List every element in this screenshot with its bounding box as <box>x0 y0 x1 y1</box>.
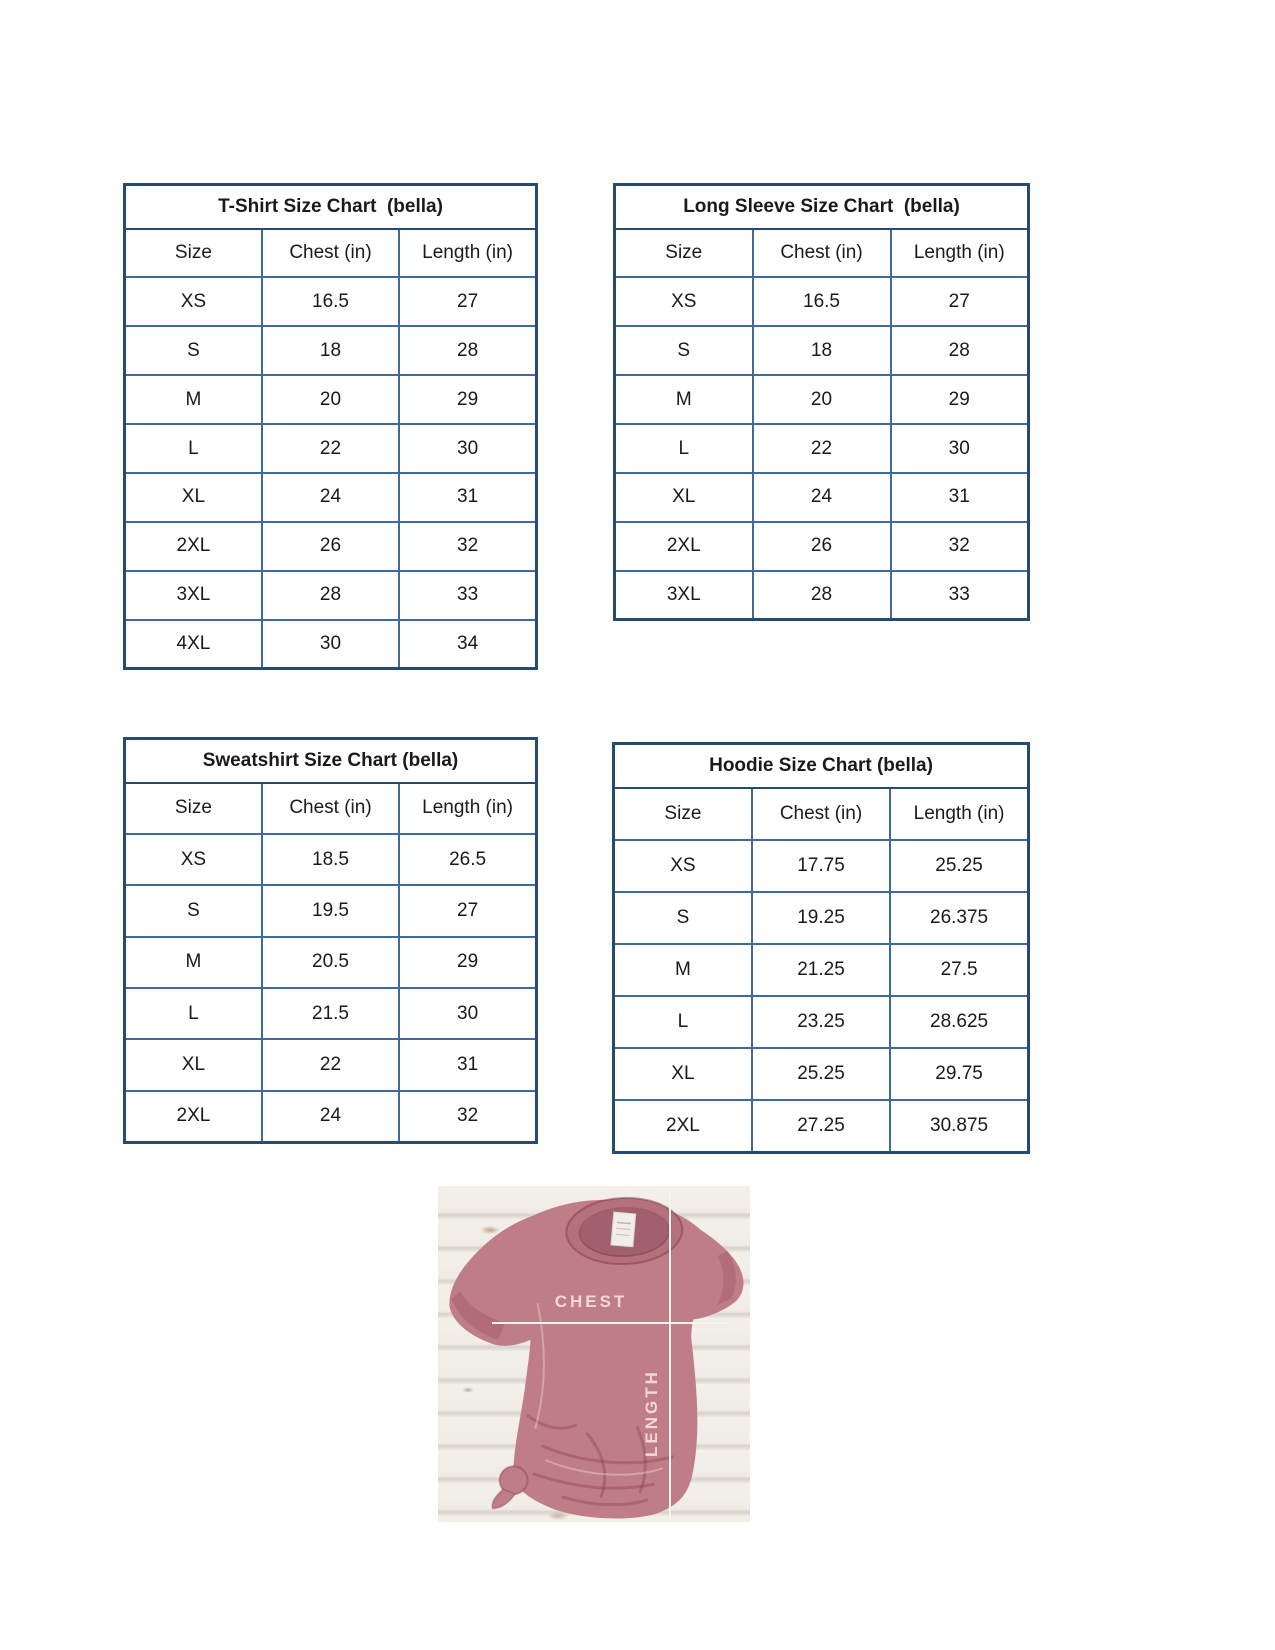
sweatshirt-size-row-xs <box>125 834 537 885</box>
hoodie-length-cell: 29.75 <box>890 1048 1028 1100</box>
sweatshirt-size-cell: XL <box>125 1039 262 1090</box>
long-sleeve-length-cell: 33 <box>891 571 1029 620</box>
sweatshirt-chest-cell: 24 <box>262 1091 399 1142</box>
hoodie-size-cell: XS <box>614 840 752 892</box>
long-sleeve-size-cell: XL <box>615 473 753 522</box>
long-sleeve-size-row-m <box>615 375 1029 424</box>
hoodie-size-cell: L <box>614 996 752 1048</box>
tshirt-size-cell: 4XL <box>125 620 262 669</box>
sweatshirt-table-title: Sweatshirt Size Chart (bella) <box>125 739 537 783</box>
tshirt-column-header: Size <box>125 229 262 278</box>
long-sleeve-column-header: Chest (in) <box>753 229 891 278</box>
long-sleeve-table-title: Long Sleeve Size Chart (bella) <box>615 185 1029 229</box>
tshirt-size-cell: L <box>125 424 262 473</box>
hoodie-length-cell: 27.5 <box>890 944 1028 996</box>
product-photo <box>438 1186 750 1522</box>
sweatshirt-size-row-l <box>125 988 537 1039</box>
long-sleeve-chest-cell: 20 <box>753 375 891 424</box>
chest-label: CHEST <box>554 1292 628 1311</box>
hoodie-size-row-s <box>614 892 1029 944</box>
hoodie-chest-cell: 21.25 <box>752 944 890 996</box>
sweatshirt-size-row-m <box>125 937 537 988</box>
tshirt-column-header: Length (in) <box>399 229 536 278</box>
tshirt-length-cell: 28 <box>399 326 536 375</box>
long-sleeve-length-cell: 28 <box>891 326 1029 375</box>
hoodie-length-cell: 28.625 <box>890 996 1028 1048</box>
tshirt-title-row <box>125 185 537 229</box>
tshirt-size-row-xs <box>125 277 537 326</box>
sweatshirt-size-cell: L <box>125 988 262 1039</box>
tshirt-chest-cell: 22 <box>262 424 399 473</box>
neck-tag <box>611 1212 636 1247</box>
sweatshirt-length-cell: 30 <box>399 988 536 1039</box>
tshirt-chest-cell: 26 <box>262 522 399 571</box>
hoodie-table-title: Hoodie Size Chart (bella) <box>614 744 1029 788</box>
sweatshirt-chest-cell: 18.5 <box>262 834 399 885</box>
tshirt-header-row <box>125 229 537 278</box>
sweatshirt-size-row-s <box>125 885 537 936</box>
tshirt-chest-cell: 30 <box>262 620 399 669</box>
sweatshirt-size-cell: M <box>125 937 262 988</box>
long-sleeve-size-cell: 2XL <box>615 522 753 571</box>
long-sleeve-size-row-3xl <box>615 571 1029 620</box>
tshirt-length-cell: 30 <box>399 424 536 473</box>
tshirt-size-row-3xl <box>125 571 537 620</box>
tshirt-table-title: T-Shirt Size Chart (bella) <box>125 185 537 229</box>
tshirt-graphic <box>438 1186 750 1522</box>
hoodie-size-row-m <box>614 944 1029 996</box>
length-measure-line <box>669 1192 671 1518</box>
long-sleeve-chest-cell: 28 <box>753 571 891 620</box>
sweatshirt-chest-cell: 20.5 <box>262 937 399 988</box>
tshirt-length-cell: 27 <box>399 277 536 326</box>
long-sleeve-size-cell: L <box>615 424 753 473</box>
sweatshirt-chest-cell: 22 <box>262 1039 399 1090</box>
hoodie-chest-cell: 19.25 <box>752 892 890 944</box>
tshirt-size-row-s <box>125 326 537 375</box>
hoodie-chest-cell: 17.75 <box>752 840 890 892</box>
sweatshirt-title-row <box>125 739 537 783</box>
tshirt-column-header: Chest (in) <box>262 229 399 278</box>
hoodie-size-cell: M <box>614 944 752 996</box>
length-label: LENGTH <box>642 1369 661 1457</box>
long-sleeve-size-cell: M <box>615 375 753 424</box>
tshirt-chest-cell: 28 <box>262 571 399 620</box>
hoodie-size-row-xs <box>614 840 1029 892</box>
sweatshirt-size-cell: S <box>125 885 262 936</box>
sweatshirt-size-row-xl <box>125 1039 537 1090</box>
long-sleeve-column-header: Size <box>615 229 753 278</box>
long-sleeve-chest-cell: 24 <box>753 473 891 522</box>
tshirt-length-cell: 34 <box>399 620 536 669</box>
hoodie-length-cell: 25.25 <box>890 840 1028 892</box>
long-sleeve-size-cell: 3XL <box>615 571 753 620</box>
hoodie-length-cell: 26.375 <box>890 892 1028 944</box>
hoodie-column-header: Chest (in) <box>752 788 890 840</box>
tshirt-size-cell: XL <box>125 473 262 522</box>
tshirt-size-row-m <box>125 375 537 424</box>
long-sleeve-length-cell: 32 <box>891 522 1029 571</box>
tshirt-length-cell: 32 <box>399 522 536 571</box>
sweatshirt-column-header: Size <box>125 783 262 834</box>
long-sleeve-length-cell: 30 <box>891 424 1029 473</box>
tshirt-length-cell: 33 <box>399 571 536 620</box>
sweatshirt-size-cell: XS <box>125 834 262 885</box>
tshirt-chest-cell: 20 <box>262 375 399 424</box>
sweatshirt-chest-cell: 19.5 <box>262 885 399 936</box>
hoodie-size-row-2xl <box>614 1100 1029 1152</box>
tshirt-length-cell: 31 <box>399 473 536 522</box>
long-sleeve-size-row-xl <box>615 473 1029 522</box>
tshirt-size-cell: 2XL <box>125 522 262 571</box>
long-sleeve-title-row <box>615 185 1029 229</box>
long-sleeve-length-cell: 27 <box>891 277 1029 326</box>
tshirt-chest-cell: 16.5 <box>262 277 399 326</box>
sweatshirt-size-row-2xl <box>125 1091 537 1142</box>
sweatshirt-header-row <box>125 783 537 834</box>
tshirt-size-row-4xl <box>125 620 537 669</box>
hoodie-column-header: Length (in) <box>890 788 1028 840</box>
tshirt-length-cell: 29 <box>399 375 536 424</box>
hoodie-size-cell: S <box>614 892 752 944</box>
long-sleeve-chest-cell: 16.5 <box>753 277 891 326</box>
sweatshirt-length-cell: 27 <box>399 885 536 936</box>
tshirt-chest-cell: 18 <box>262 326 399 375</box>
sweatshirt-column-header: Chest (in) <box>262 783 399 834</box>
tshirt-size-row-xl <box>125 473 537 522</box>
sweatshirt-length-cell: 31 <box>399 1039 536 1090</box>
sweatshirt-column-header: Length (in) <box>399 783 536 834</box>
sweatshirt-length-cell: 26.5 <box>399 834 536 885</box>
tshirt-size-row-l <box>125 424 537 473</box>
hoodie-length-cell: 30.875 <box>890 1100 1028 1152</box>
long-sleeve-column-header: Length (in) <box>891 229 1029 278</box>
tshirt-size-row-2xl <box>125 522 537 571</box>
long-sleeve-chest-cell: 22 <box>753 424 891 473</box>
tshirt-size-cell: 3XL <box>125 571 262 620</box>
tshirt-size-cell: S <box>125 326 262 375</box>
long-sleeve-length-cell: 29 <box>891 375 1029 424</box>
long-sleeve-size-row-s <box>615 326 1029 375</box>
hem-knot <box>492 1466 528 1510</box>
tshirt-chest-cell: 24 <box>262 473 399 522</box>
sweatshirt-size-cell: 2XL <box>125 1091 262 1142</box>
hoodie-title-row <box>614 744 1029 788</box>
long-sleeve-chest-cell: 26 <box>753 522 891 571</box>
long-sleeve-size-cell: S <box>615 326 753 375</box>
chest-measure-line <box>492 1322 728 1324</box>
long-sleeve-size-row-xs <box>615 277 1029 326</box>
long-sleeve-size-row-2xl <box>615 522 1029 571</box>
hoodie-size-row-l <box>614 996 1029 1048</box>
hoodie-size-chart-table <box>612 742 1030 1153</box>
hoodie-size-cell: XL <box>614 1048 752 1100</box>
sweatshirt-size-chart-table <box>123 737 538 1143</box>
hoodie-chest-cell: 27.25 <box>752 1100 890 1152</box>
hoodie-chest-cell: 25.25 <box>752 1048 890 1100</box>
tshirt-size-chart-table <box>123 183 538 669</box>
long-sleeve-size-row-l <box>615 424 1029 473</box>
hoodie-size-cell: 2XL <box>614 1100 752 1152</box>
long-sleeve-size-chart-table <box>613 183 1030 620</box>
hoodie-size-row-xl <box>614 1048 1029 1100</box>
hoodie-column-header: Size <box>614 788 752 840</box>
long-sleeve-header-row <box>615 229 1029 278</box>
long-sleeve-chest-cell: 18 <box>753 326 891 375</box>
tshirt-size-cell: M <box>125 375 262 424</box>
hoodie-chest-cell: 23.25 <box>752 996 890 1048</box>
sweatshirt-chest-cell: 21.5 <box>262 988 399 1039</box>
long-sleeve-size-cell: XS <box>615 277 753 326</box>
tshirt-size-cell: XS <box>125 277 262 326</box>
sweatshirt-length-cell: 29 <box>399 937 536 988</box>
sweatshirt-length-cell: 32 <box>399 1091 536 1142</box>
hoodie-header-row <box>614 788 1029 840</box>
long-sleeve-length-cell: 31 <box>891 473 1029 522</box>
